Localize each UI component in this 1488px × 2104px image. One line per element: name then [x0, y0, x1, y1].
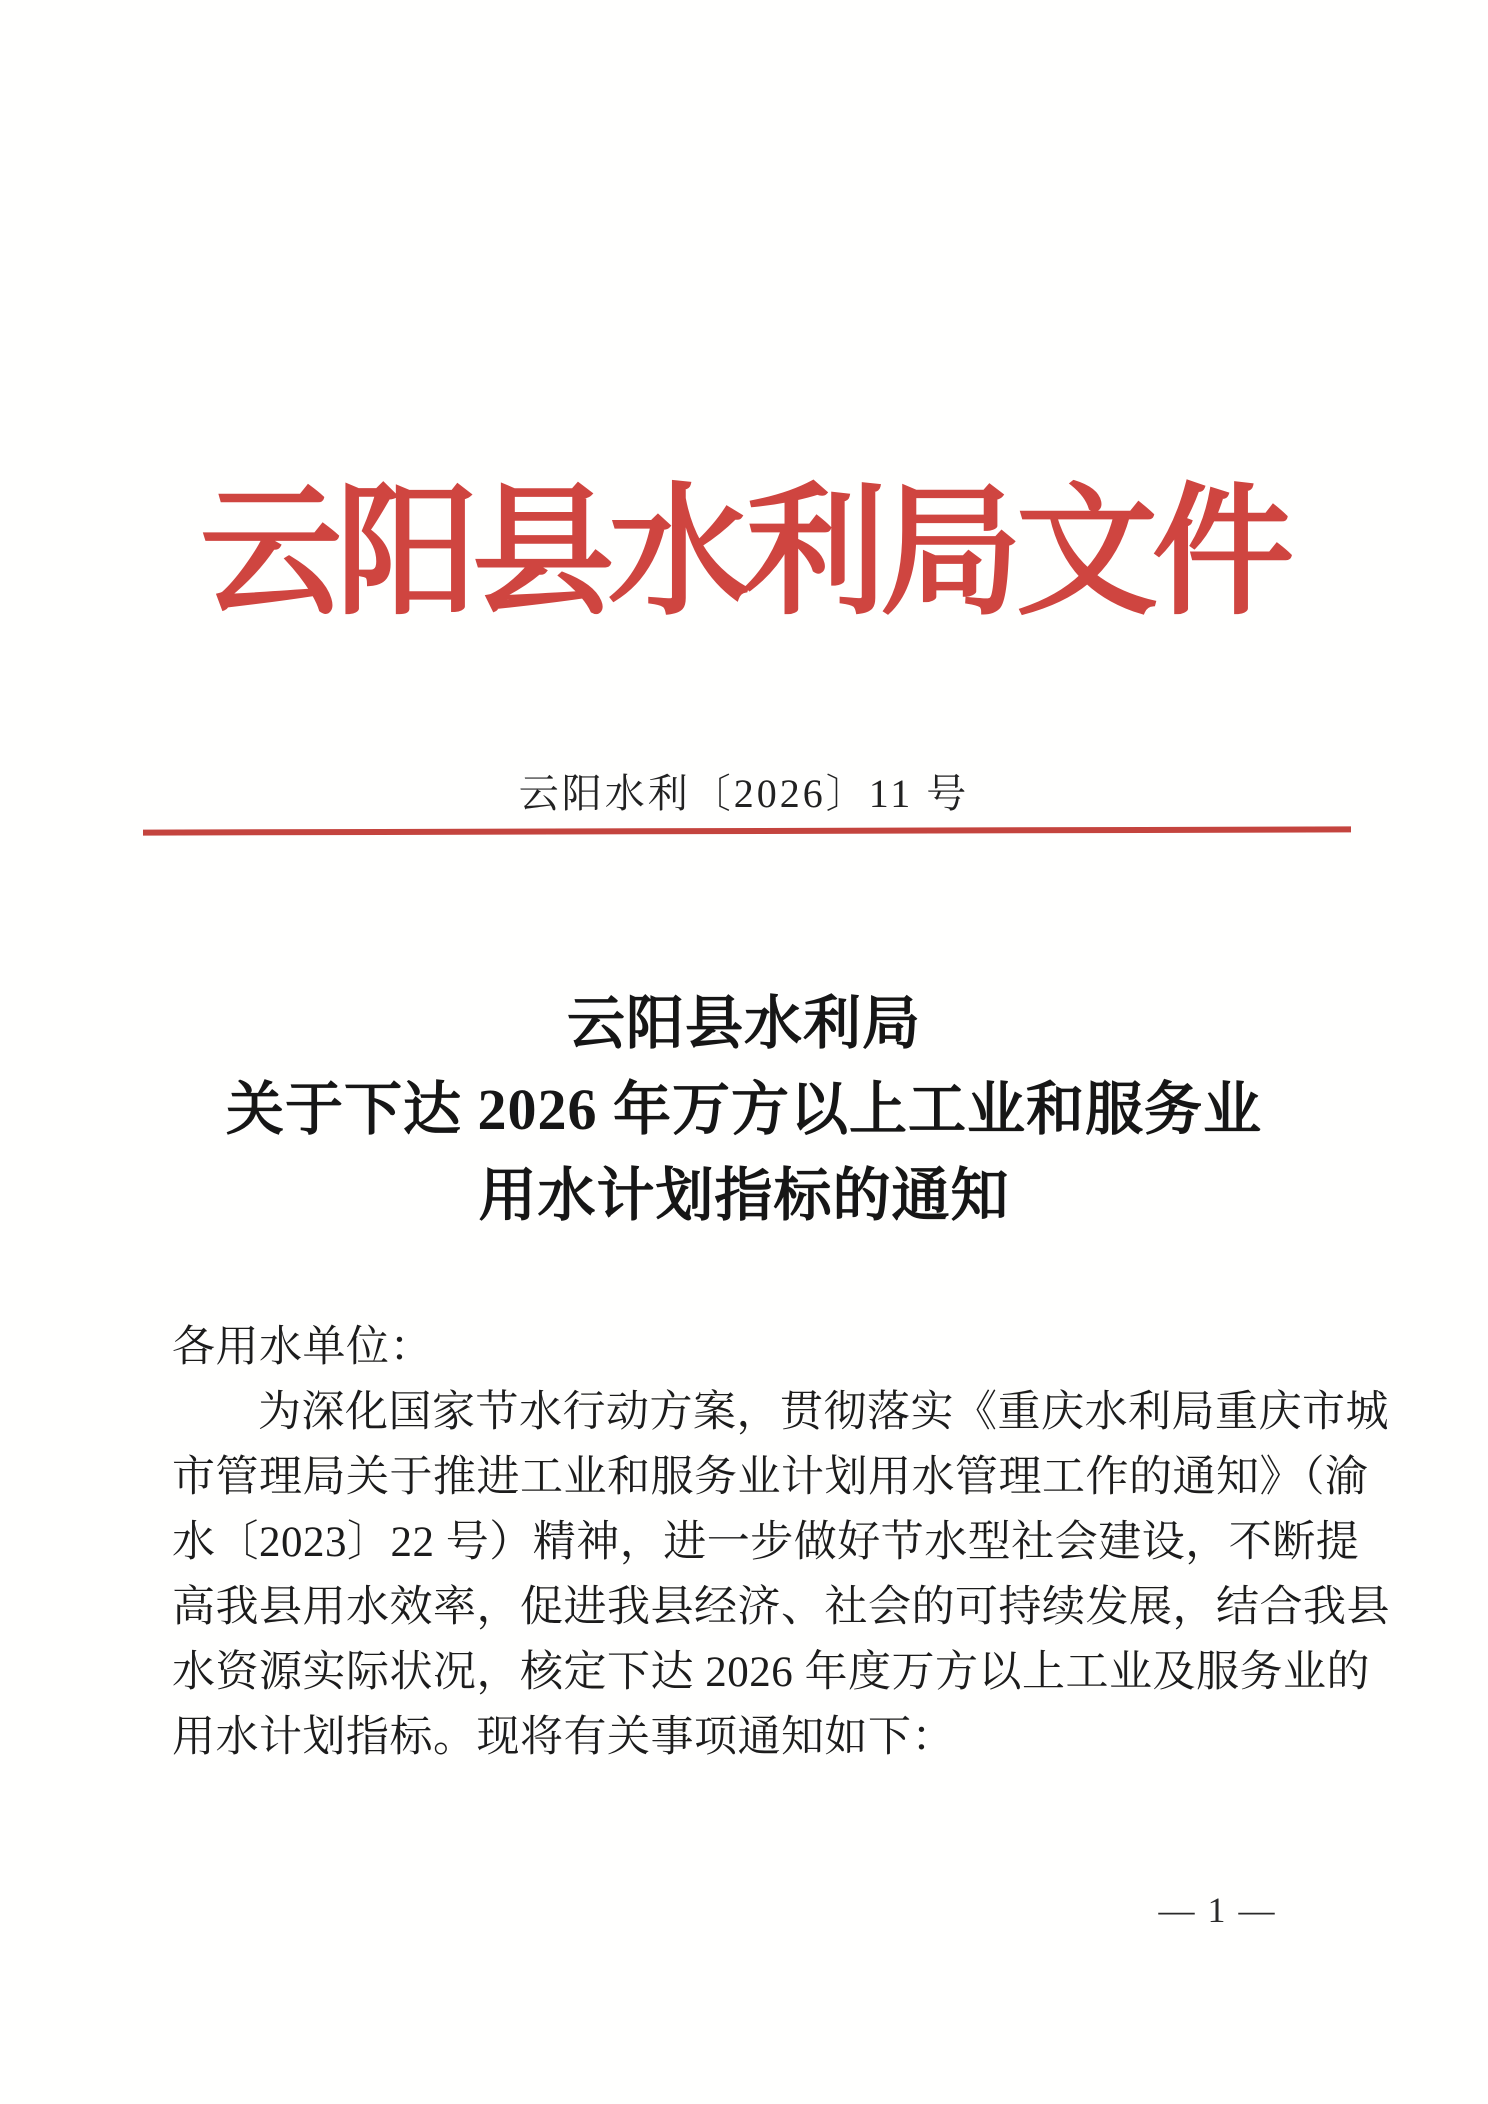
paragraph-line: 为深化国家节水行动方案，贯彻落实《重庆水利局重庆市城 [258, 1389, 1389, 1436]
agency-banner-title: 云阳县水利局文件 [200, 474, 1288, 632]
document-number: 云阳水利〔2026〕11 号 [518, 771, 970, 816]
paragraph-line: 高我县用水效率，促进我县经济、社会的可持续发展，结合我县 [172, 1584, 1390, 1631]
paragraph-line: 水〔2023〕22 号）精神，进一步做好节水型社会建设，不断提 [172, 1519, 1360, 1566]
notice-title-line-3: 用水计划指标的通知 [478, 1163, 1010, 1228]
notice-body [172, 1315, 1390, 1770]
salutation: 各用水单位： [172, 1324, 433, 1371]
paragraph-line: 市管理局关于推进工业和服务业计划用水管理工作的通知》（渝 [172, 1454, 1369, 1501]
notice-title-line-1: 云阳县水利局 [566, 991, 921, 1056]
page-number: — 1 — [1158, 1890, 1277, 1930]
notice-title-line-2: 关于下达 2026 年万方以上工业和服务业 [225, 1077, 1262, 1142]
paragraph-line: 水资源实际状况，核定下达 2026 年度万方以上工业及服务业的 [172, 1649, 1370, 1696]
paragraph-line: 用水计划指标。现将有关事项通知如下： [172, 1714, 955, 1761]
notice-title [0, 981, 1488, 1239]
red-divider-rule [143, 826, 1351, 835]
